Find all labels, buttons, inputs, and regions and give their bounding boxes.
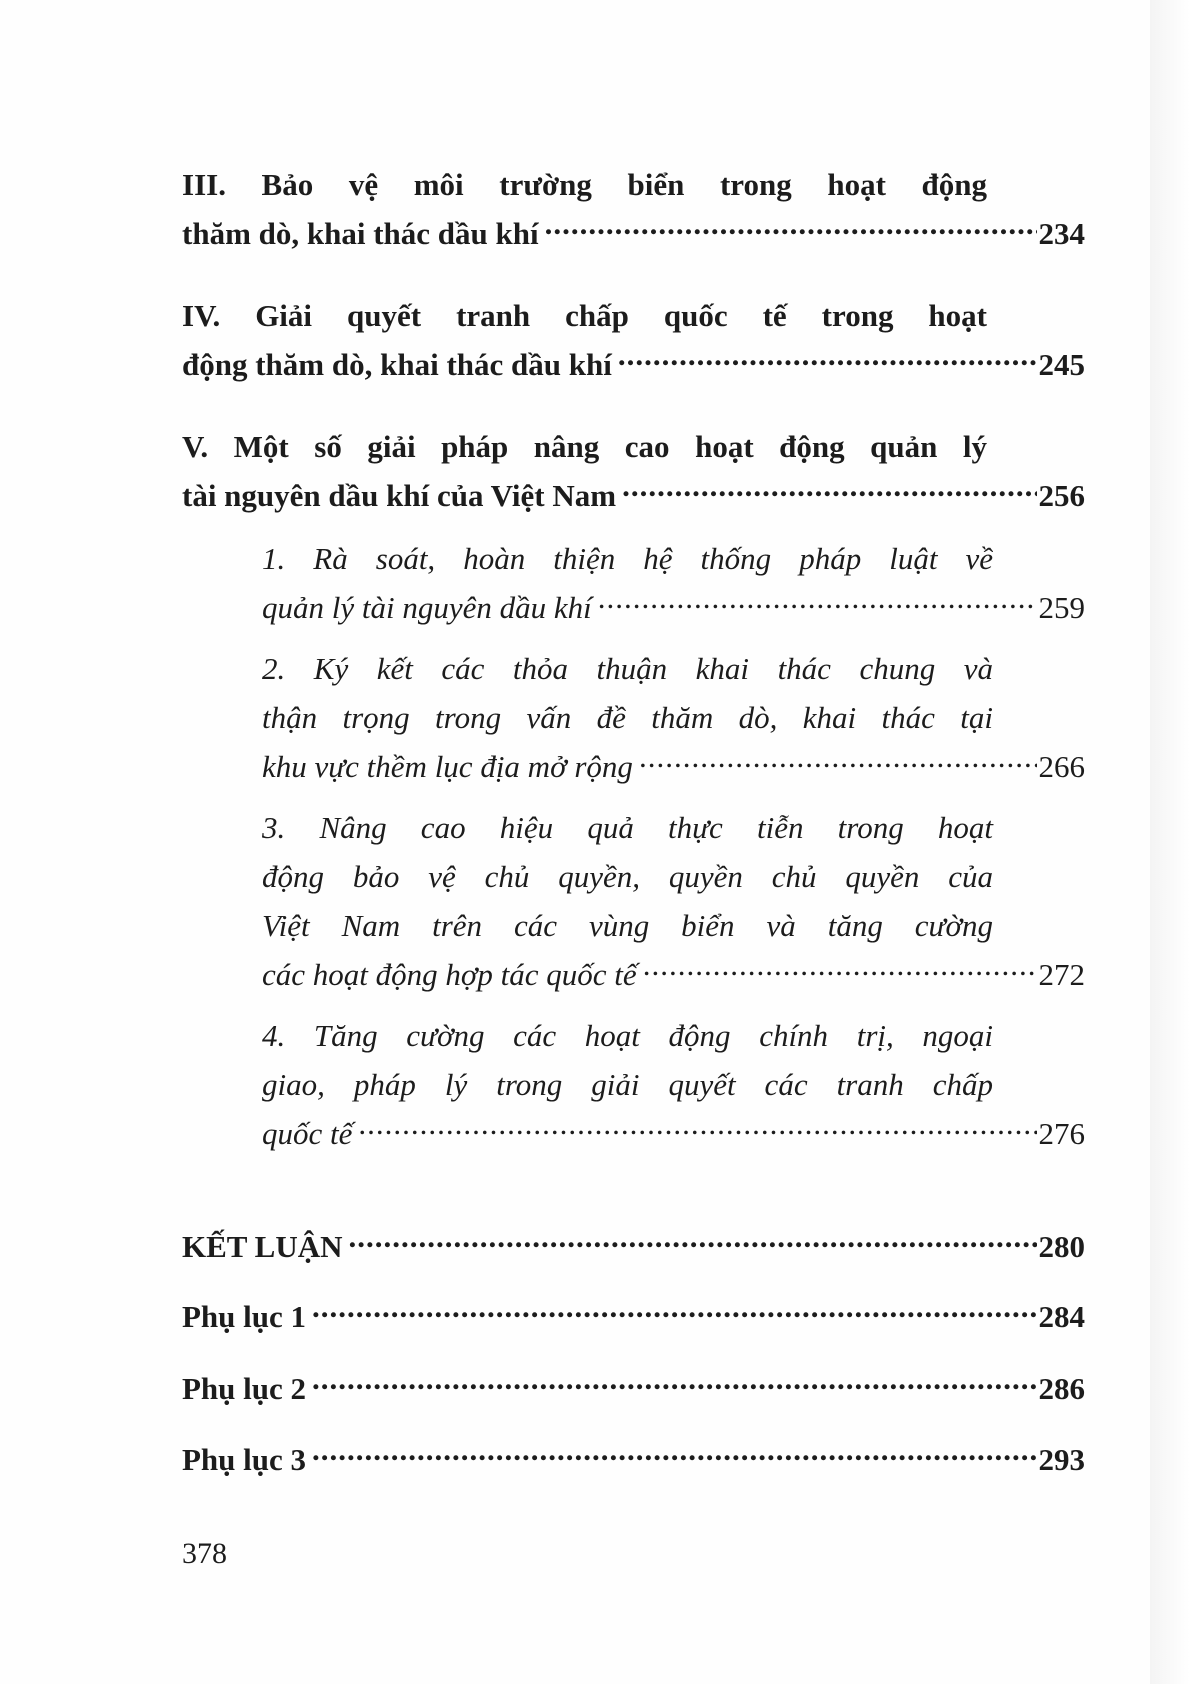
toc-entry-section-v (182, 422, 1085, 520)
toc-entry-section-iii (182, 160, 1085, 258)
table-of-contents (182, 160, 1085, 1484)
toc-entry-last-line (182, 1364, 1085, 1413)
toc-entry-appendix-2 (182, 1364, 1085, 1413)
toc-entry-line: quốc tế (262, 1116, 353, 1151)
dot-leader (598, 587, 1037, 618)
toc-page-number: 293 (1038, 1442, 1085, 1477)
dot-leader (312, 1368, 1036, 1399)
toc-entry-line: III. Bảo vệ môi trường biển trong hoạt động (182, 167, 987, 202)
toc-entry-last-line (182, 209, 1085, 258)
toc-entry-line: 1. Rà soát, hoàn thiện hệ thống pháp luật về (262, 541, 993, 576)
toc-entry-last-line (262, 742, 1085, 791)
toc-entry-appendix-3 (182, 1435, 1085, 1484)
toc-page-number: 256 (1038, 478, 1085, 513)
toc-entry-line: thăm dò, khai thác dầu khí (182, 216, 539, 251)
toc-entry-last-line (262, 1109, 1085, 1158)
toc-entry-line: khu vực thềm lục địa mở rộng (262, 749, 633, 784)
page-edge (1150, 0, 1190, 1684)
toc-entry-line: 2. Ký kết các thỏa thuận khai thác chung và (262, 651, 993, 686)
toc-entry-section-iv (182, 291, 1085, 389)
dot-leader (622, 475, 1036, 506)
toc-entry-line: quản lý tài nguyên dầu khí (262, 590, 592, 625)
toc-entry-label: KẾT LUẬN (182, 1229, 343, 1264)
toc-entry-label: Phụ lục 3 (182, 1442, 307, 1477)
toc-entry-last-line (182, 1292, 1085, 1341)
dot-leader (545, 213, 1037, 244)
toc-page-number: 286 (1038, 1371, 1085, 1406)
toc-entry-last-line (262, 583, 1085, 632)
toc-entry-line: giao, pháp lý trong giải quyết các tranh chấp (262, 1067, 993, 1102)
dot-leader (349, 1226, 1037, 1257)
toc-entry-label: Phụ lục 2 (182, 1371, 307, 1406)
toc-entry-last-line (182, 1222, 1085, 1271)
toc-entry-label: Phụ lục 1 (182, 1299, 307, 1334)
toc-entry-subsection-2 (262, 644, 1085, 791)
page-number: 378 (182, 1537, 227, 1570)
toc-page-number: 272 (1038, 957, 1085, 992)
toc-entry-line: IV. Giải quyết tranh chấp quốc tế trong hoạt (182, 298, 987, 333)
toc-entry-line: động thăm dò, khai thác dầu khí (182, 347, 612, 382)
toc-entry-subsection-3 (262, 803, 1085, 999)
toc-entry-last-line (182, 1435, 1085, 1484)
toc-entry-appendix-1 (182, 1292, 1085, 1341)
toc-entry-subsection-1 (262, 534, 1085, 632)
dot-leader (312, 1439, 1036, 1470)
toc-entry-last-line (182, 471, 1085, 520)
dot-leader (358, 1113, 1036, 1144)
toc-page-number: 280 (1038, 1229, 1085, 1264)
toc-page-number: 234 (1038, 216, 1085, 251)
toc-entry-line: tài nguyên dầu khí của Việt Nam (182, 478, 617, 513)
toc-entry-line: 4. Tăng cường các hoạt động chính trị, ngoại (262, 1018, 993, 1053)
toc-entry-last-line (262, 950, 1085, 999)
toc-page-number: 266 (1038, 749, 1085, 784)
toc-page-number: 284 (1038, 1299, 1085, 1334)
dot-leader (618, 344, 1037, 375)
toc-page-number: 259 (1038, 590, 1085, 625)
spacer (182, 1170, 1085, 1222)
dot-leader (643, 954, 1037, 985)
toc-entry-subsection-4 (262, 1011, 1085, 1158)
toc-page-number: 245 (1038, 347, 1085, 382)
toc-entry-line: 3. Nâng cao hiệu quả thực tiễn trong hoạt (262, 810, 993, 845)
toc-entry-last-line (182, 340, 1085, 389)
toc-entry-line: thận trọng trong vấn đề thăm dò, khai thác tại (262, 700, 993, 735)
toc-entry-line: V. Một số giải pháp nâng cao hoạt động quản lý (182, 429, 987, 464)
dot-leader (312, 1296, 1036, 1327)
toc-page-number: 276 (1038, 1116, 1085, 1151)
toc-entry-line: động bảo vệ chủ quyền, quyền chủ quyền của (262, 859, 993, 894)
toc-entry-line: các hoạt động hợp tác quốc tế (262, 957, 637, 992)
toc-entry-line: Việt Nam trên các vùng biển và tăng cường (262, 908, 993, 943)
toc-entry-conclusion (182, 1222, 1085, 1271)
dot-leader (639, 746, 1037, 777)
